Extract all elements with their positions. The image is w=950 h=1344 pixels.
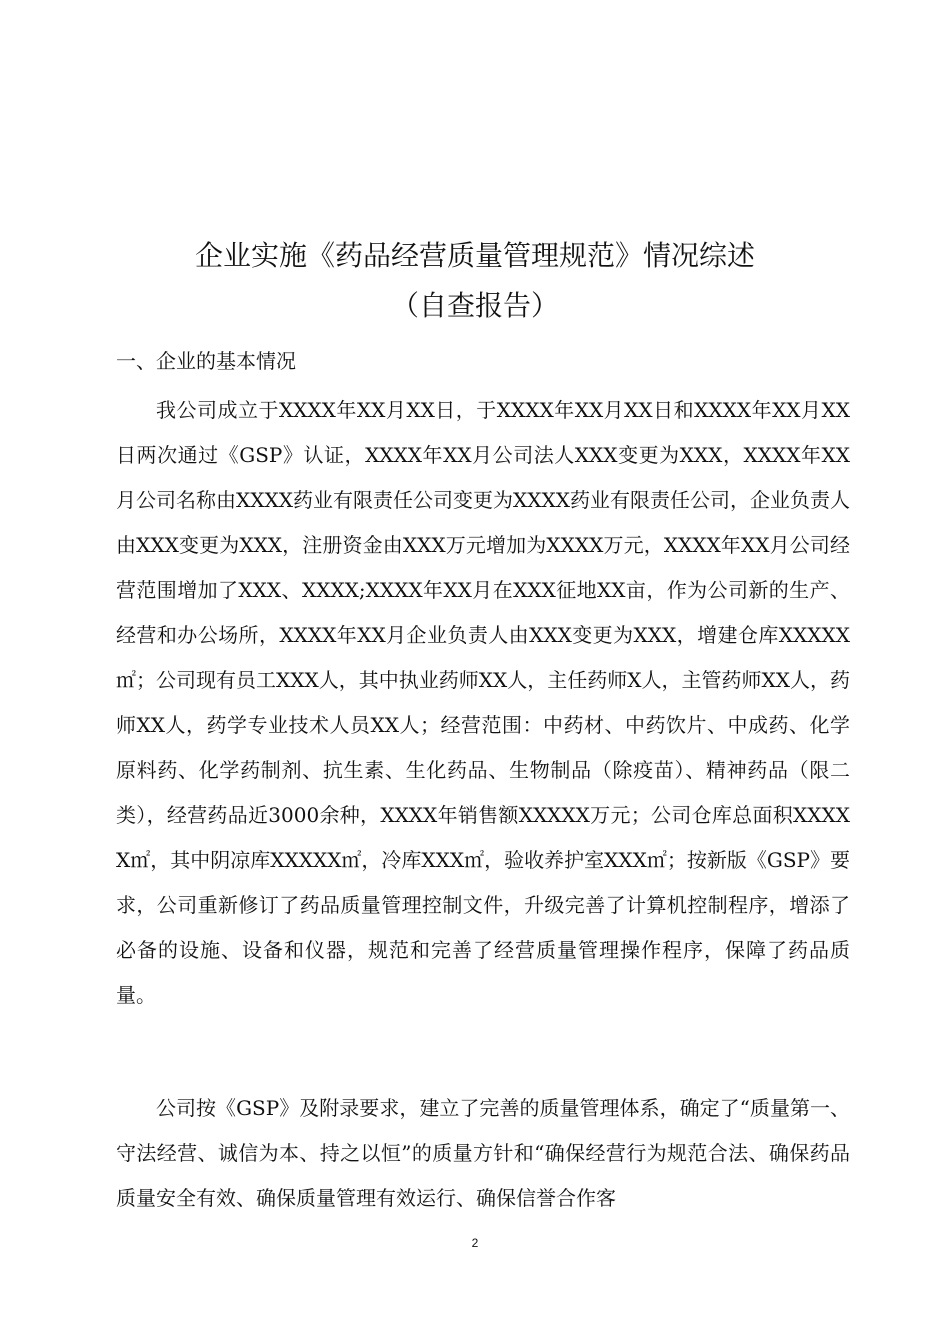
body-paragraph: 我公司成立于XXXX年XX月XX日，于XXXX年XX月XX日和XXXX年XX月XX日两次通过《GSP》认证，XXXX年XX月公司法人XXX变更为XXX，XXXX年XX月公司名称由XXXX药业有限责任公司变更为XXXX药业有限责任公司，企业负责人由XXX变更为XXX，注册资金由XXX万元增加为XXXX万元，XXXX年XX月公司经营范围增加了XXX、XXXX;XXXX年XX月在XXX征地XX亩，作为公司新的生产、经营和办公场所，XXXX年XX月企业负责人由XXX变更为XXX，增建仓库XXXXX㎡；公司现有员工XXX人，其中执业药师XX人，主任药师X人，主管药师XX人，药师XX人，药学专业技术人员XX人；经营范围：中药材、中药饮片、中成药、化学原料药、化学药制剂、抗生素、生化药品、生物制品（除疫苗）、精神药品（限二类），经营药品近3000余种，XXXX年销售额XXXXX万元；公司仓库总面积XXXXX㎡，其中阴凉库XXXXX㎡，冷库XXX㎡，验收养护室XXX㎡；按新版《GSP》要求，公司重新修订了药品质量管理控制文件，升级完善了计算机控制程序，增添了必备的设施、设备和仪器，规范和完善了经营质量管理操作程序，保障了药品质量。 bbox=[116, 398, 850, 1007]
body-paragraph: 公司按《GSP》及附录要求，建立了完善的质量管理体系，确定了“质量第一、守法经营、诚信为本、持之以恒”的质量方针和“确保经营行为规范合法、确保药品质量安全有效、确保质量管理有效运行、确保信誉合作客 bbox=[116, 1096, 850, 1210]
page-number: 2 bbox=[471, 1236, 479, 1250]
document-subtitle: （自查报告） bbox=[390, 289, 559, 322]
body-paragraph-2-container bbox=[116, 1086, 850, 1221]
section-heading: 一、企业的基本情况 bbox=[116, 349, 296, 373]
document-title: 企业实施《药品经营质量管理规范》情况综述 bbox=[194, 239, 755, 272]
body-paragraph-1-container bbox=[116, 388, 850, 1018]
